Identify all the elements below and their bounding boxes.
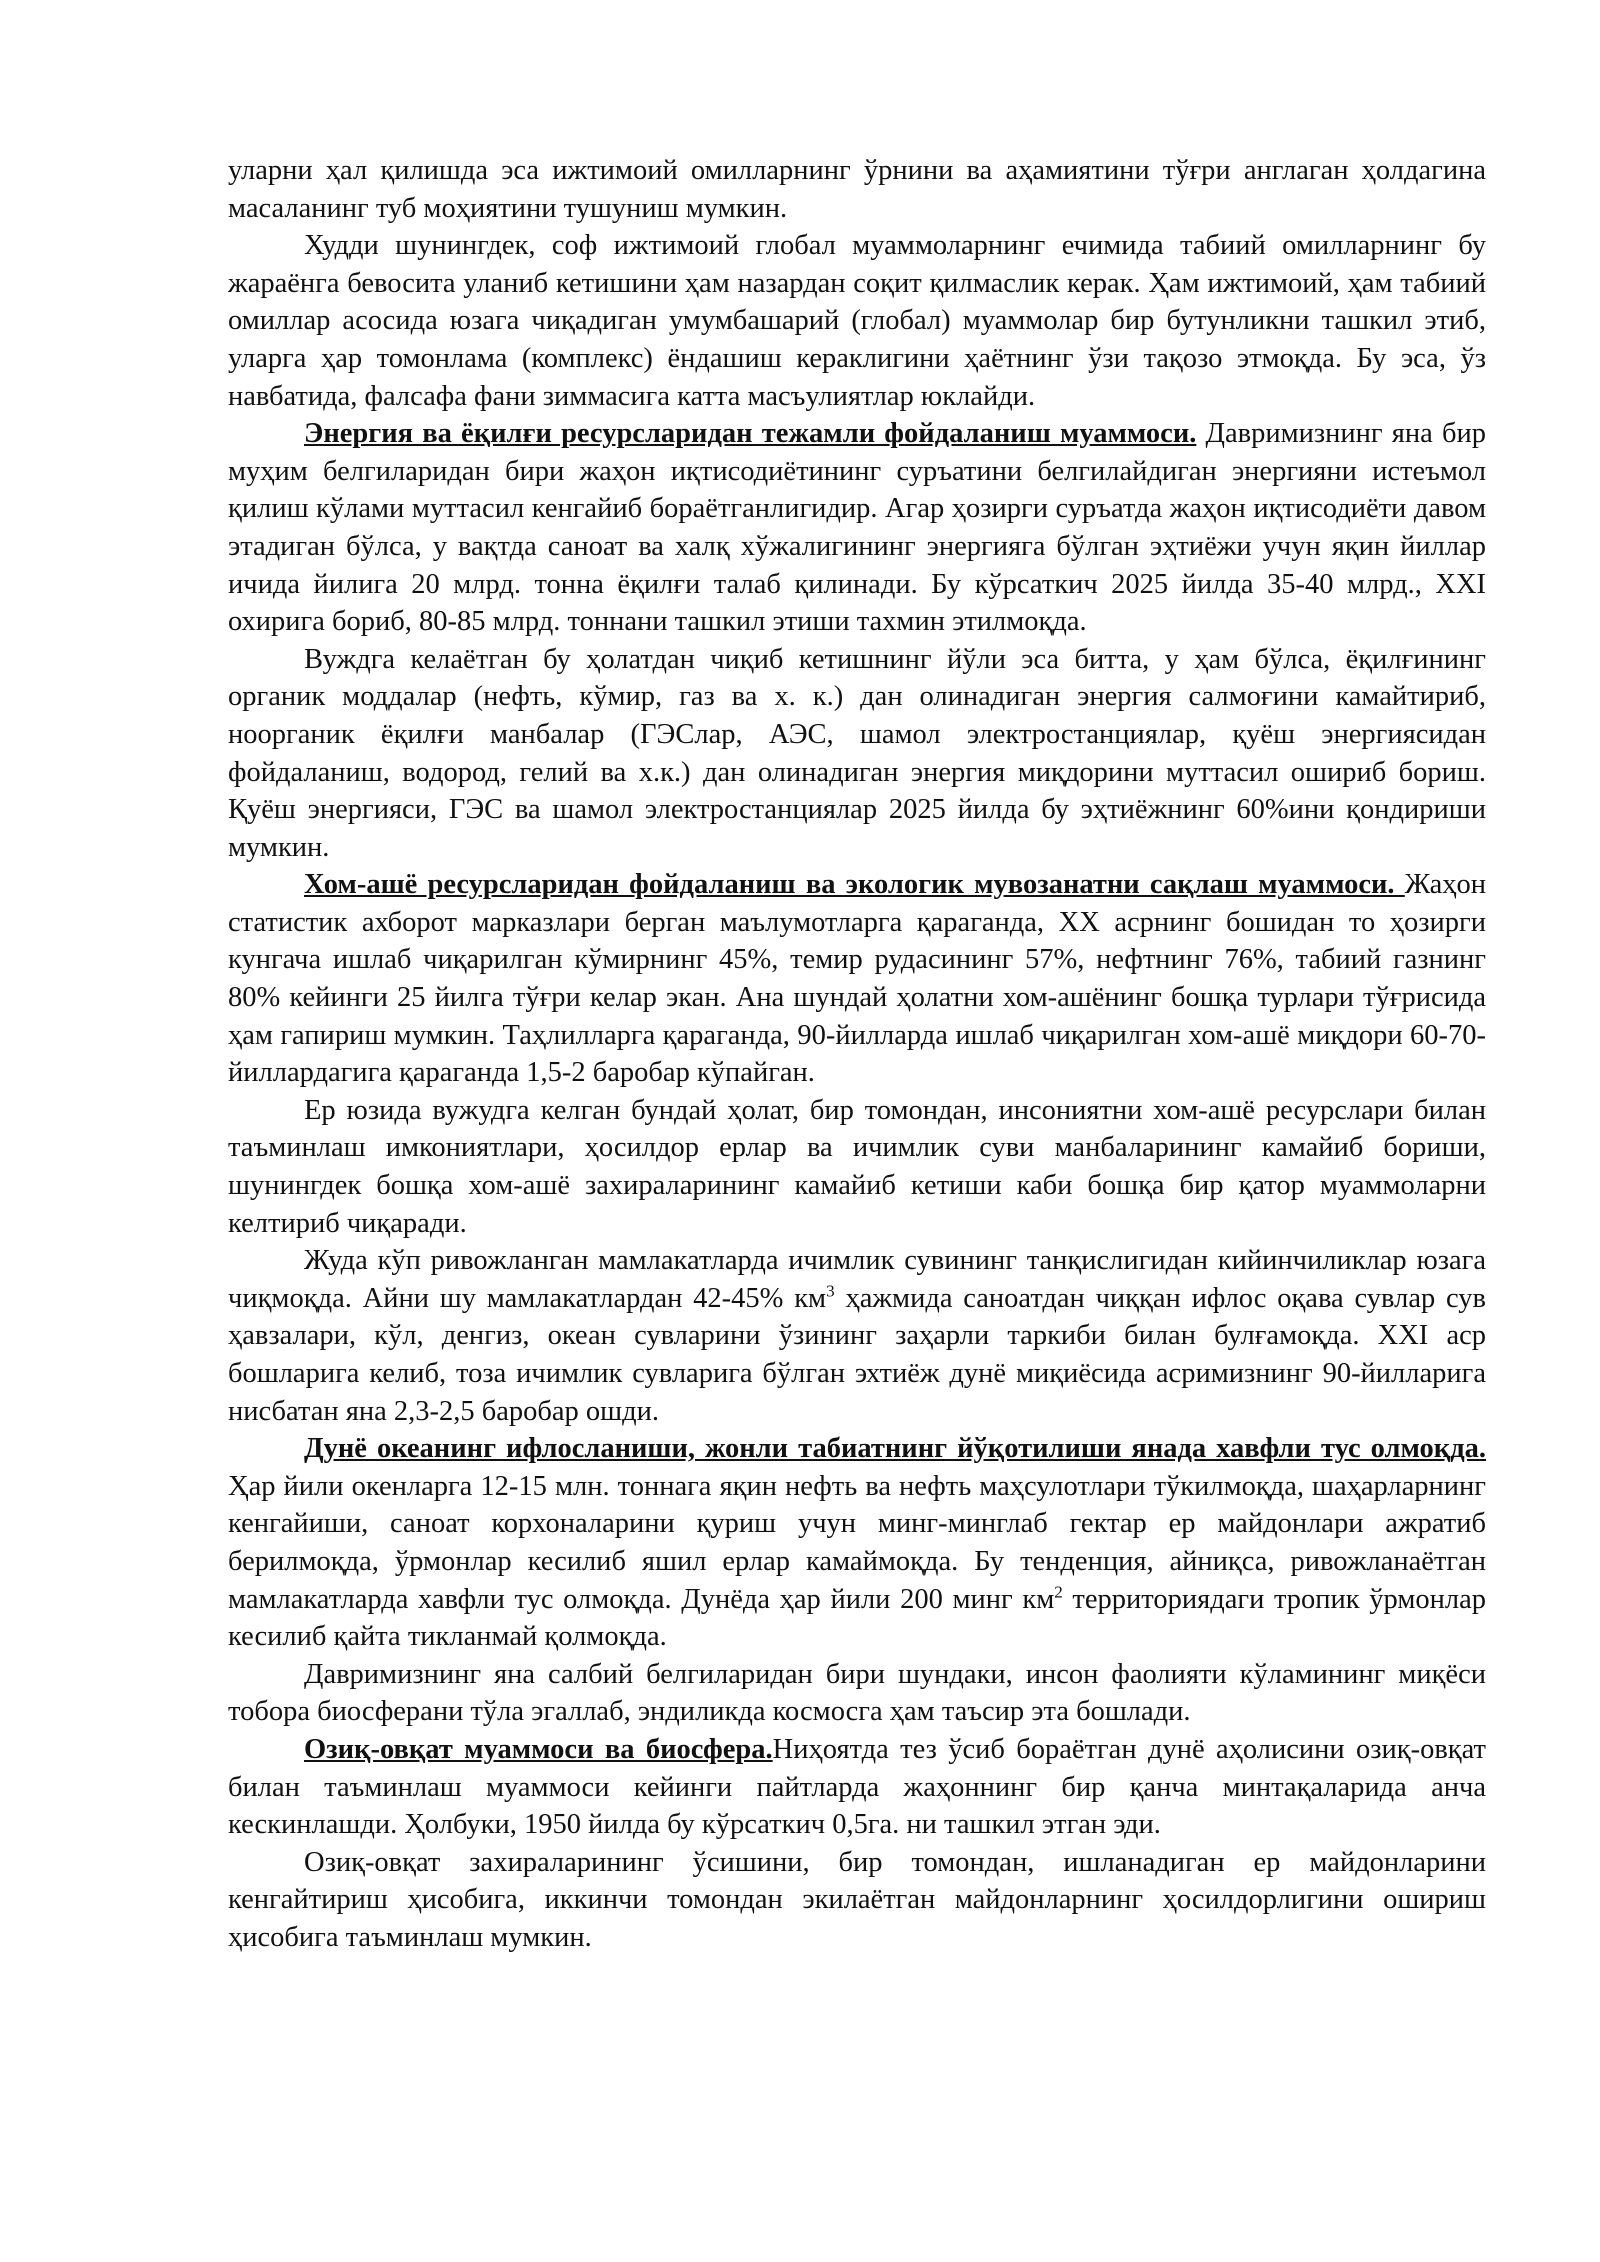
paragraph-text: уларни ҳал қилишда эса ижтимоий омилларнинг ўрнини ва аҳамиятини тўғри англаган ҳолдагина масаланинг туб моҳиятини тушуниш мумкин. <box>228 155 1486 224</box>
paragraph-text: Жуда кўп ривожланган мамлакатларда ичимлик сувининг танқислигидан кийинчиликлар юзага чиқмоқда. Айни шу мамлакатлардан 42-45% км <box>228 1245 1486 1314</box>
paragraph <box>228 415 1486 641</box>
superscript: 2 <box>1054 1582 1063 1602</box>
section-heading: Хом-ашё ресурсларидан фойдаланиш ва экологик мувозанатни сақлаш муаммоси. <box>304 869 1405 901</box>
paragraph <box>228 1656 1486 1731</box>
paragraph <box>228 152 1486 227</box>
paragraph-text: Вуждга келаётган бу ҳолатдан чиқиб кетишнинг йўли эса битта, у ҳам бўлса, ёқилғининг органик моддалар (нефть, кўмир, газ ва х. к.) дан олинадиган энергия салмоғини камайтириб, ноорганик ёқилғи манбалар (ГЭСлар, АЭС, шамол электростанциялар, қуёш энергиясидан фойдаланиш, водород, гелий ва х.к.) дан олинадиган энергия миқдорини муттасил ошириб бориш. Қуёш энергияси, ГЭС ва шамол электростанциялар 2025 йилда бу эҳтиёжнинг 60%ини қондириши мумкин. <box>228 643 1486 863</box>
paragraph-text: Жаҳон статистик ахборот марказлари берган маълумотларга қараганда, XX асрнинг бошидан то ҳозирги кунгача ишлаб чиқарилган кўмирнинг 45%, темир рудасининг 57%, нефтнинг 76%, табиий газнинг 80% кейинги 25 йилга тўғри келар экан. Ана шундай ҳолатни хом-ашёнинг бошқа турлари тўғрисида ҳам гапириш мумкин. Таҳлилларга қараганда, 90-йилларда ишлаб чиқарилган хом-ашё миқдори 60-70-йиллардагига қараганда 1,5-2 баробар кўпайган. <box>228 869 1486 1089</box>
section-heading: Озиқ-овқат муаммоси ва биосфера. <box>304 1733 773 1765</box>
paragraph <box>228 1844 1486 1957</box>
paragraph <box>228 641 1486 867</box>
paragraph <box>228 227 1486 415</box>
paragraph-text: ҳажмида саноатдан чиққан ифлос оқава сувлар сув ҳавзалари, кўл, денгиз, океан сувларини ўзининг заҳарли таркиби билан булғамоқда. XXI аср бошларига келиб, тоза ичимлик сувларига бўлган эхтиёж дунё миқиёсида асримизнинг 90-йилларига нисбатан яна 2,3-2,5 баробар ошди. <box>228 1282 1486 1427</box>
paragraph <box>228 1092 1486 1242</box>
paragraph-text: Ер юзида вужудга келган бундай ҳолат, бир томондан, инсониятни хом-ашё ресурслари билан таъминлаш имкониятлари, ҳосилдор ерлар ва ичимлик суви манбаларининг камайиб бориши, шунингдек бошқа хом-ашё захираларининг камайиб кетиши каби бошқа бир қатор муаммоларни келтириб чиқаради. <box>228 1094 1486 1239</box>
paragraph-text: Худди шунингдек, соф ижтимоий глобал муаммоларнинг ечимида табиий омилларнинг бу жараёнга бевосита уланиб кетишини ҳам назардан соқит қилмаслик керак. Ҳам ижтимоий, ҳам табиий омиллар асосида юзага чиқадиган умумбашарий (глобал) муаммолар бир бутунликни ташкил этиб, уларга ҳар томонлама (комплекс) ёндашиш кераклигини ҳаётнинг ўзи тақозо этмоқда. Бу эса, ўз навбатида, фалсафа фани зиммасига катта масъулиятлар юклайди. <box>228 230 1486 412</box>
section-heading: Энергия ва ёқилғи ресурсларидан тежамли фойдаланиш муаммоси. <box>304 418 1197 450</box>
paragraph <box>228 1242 1486 1430</box>
paragraph <box>228 866 1486 1092</box>
paragraph-text: Ҳар йили окенларга 12-15 млн. тоннага яқин нефть ва нефть маҳсулотлари тўкилмоқда, шаҳарларнинг кенгайиши, саноат корхоналарини қуриш учун минг-минглаб гектар ер майдонлари ажратиб берилмоқда, ўрмонлар кесилиб яшил ерлар камаймоқда. Бу тенденция, айниқса, ривожланаётган мамлакатларда хавфли тус олмоқда. Дунёда ҳар йили 200 минг км <box>228 1470 1486 1615</box>
paragraph-text: Давримизнинг яна салбий белгиларидан бири шундаки, инсон фаолияти кўламининг миқёси тобора биосферани тўла эгаллаб, эндиликда космосга ҳам таъсир эта бошлади. <box>228 1658 1486 1728</box>
paragraph <box>228 1731 1486 1844</box>
paragraph <box>228 1430 1486 1656</box>
document-body <box>228 152 1486 1957</box>
paragraph-text: территориядаги тропик ўрмонлар кесилиб қайта тикланмай қолмоқда. <box>228 1583 1486 1653</box>
paragraph-text: Ниҳоятда тез ўсиб бораётган дунё аҳолисини озиқ-овқат билан таъминлаш муаммоси кейинги пайтларда жаҳоннинг бир қанча минтақаларида анча кескинлашди. Ҳолбуки, 1950 йилда бу кўрсаткич 0,5га. ни ташкил этган эди. <box>228 1733 1486 1841</box>
superscript: 3 <box>826 1281 835 1301</box>
paragraph-text: Озиқ-овқат захираларининг ўсишини, бир томондан, ишланадиган ер майдонларини кенгайтириш ҳисобига, иккинчи томондан экилаётган майдонларнинг ҳосилдорлигини ошириш ҳисобига таъминлаш мумкин. <box>228 1846 1486 1953</box>
paragraph-text: Давримизнинг яна бир муҳим белгиларидан бири жаҳон иқтисодиётининг суръатини белгилайдиган энергияни истеъмол қилиш кўлами муттасил кенгайиб бораётганлигидир. Агар ҳозирги суръатда жаҳон иқтисодиёти давом этадиган бўлса, у вақтда саноат ва халқ хўжалигининг энергияга бўлган эҳтиёжи учун яқин йиллар ичида йилига 20 млрд. тонна ёқилғи талаб қилинади. Бу кўрсаткич 2025 йилда 35-40 млрд., XXI охирига бориб, 80-85 млрд. тоннани ташкил этиши тахмин этилмоқда. <box>228 418 1486 638</box>
section-heading: Дунё океанинг ифлосланиши, жонли табиатнинг йўқотилиши янада хавфли тус олмоқда. <box>304 1433 1486 1465</box>
